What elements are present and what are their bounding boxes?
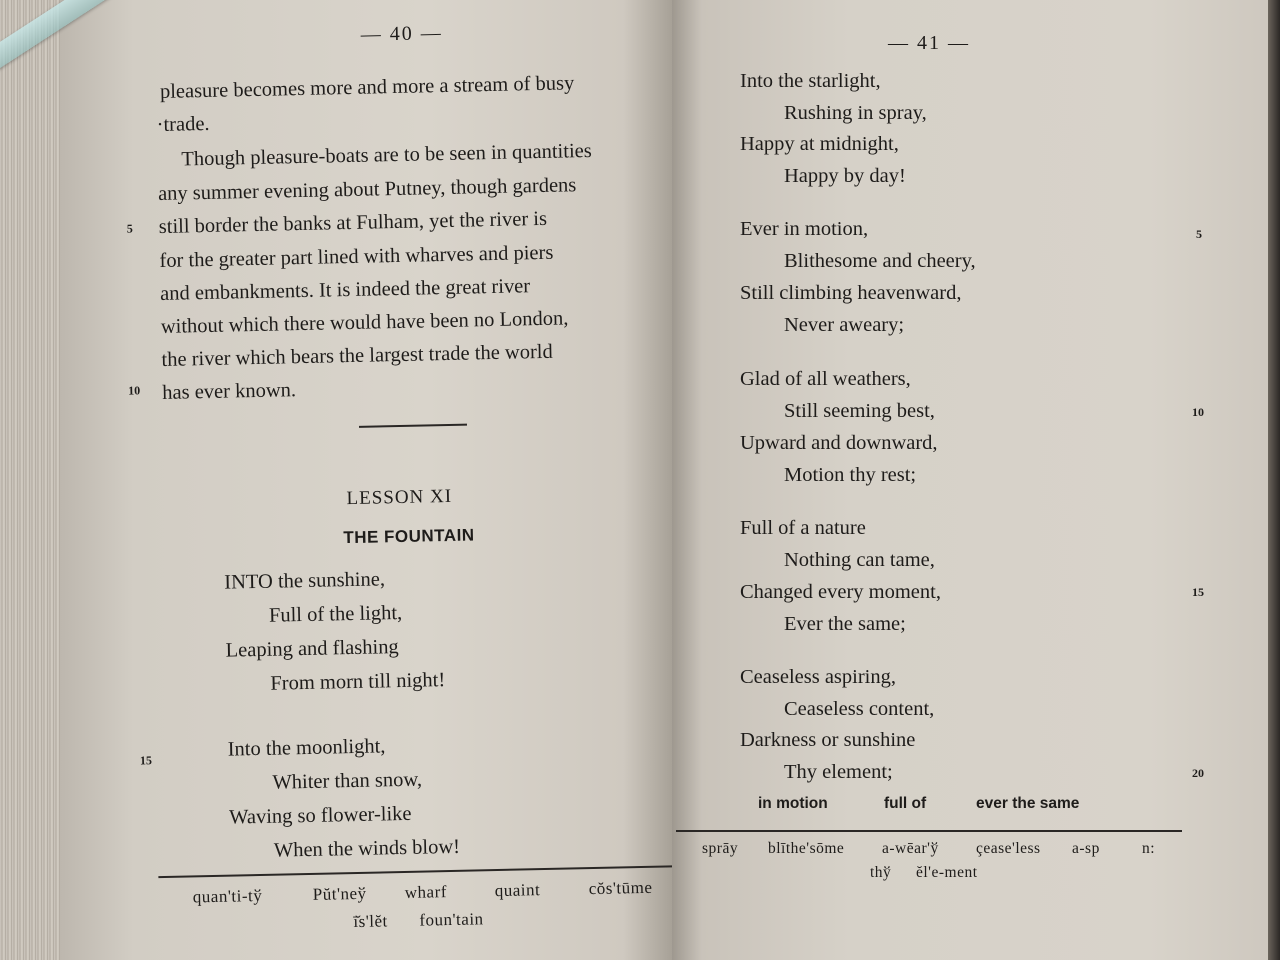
book-cover-edge [1268,0,1280,960]
poem-line: Blithesome and cheery, [784,250,976,272]
poem-line: Motion thy rest; [784,464,917,486]
poem-line: Into the starlight, [740,70,881,92]
line-number: 5 [1196,227,1202,241]
vocab-word: çease'less [976,840,1041,857]
right-page [672,0,1268,960]
poem-line: Rushing in spray, [784,102,927,124]
poem-line: Upward and downward, [740,432,938,454]
poem-line: Darkness or sunshine [740,729,916,751]
poem-line: Thy element; [784,761,893,783]
poem-line: Changed every moment, [740,581,941,603]
vocab-word: quaint [494,880,541,901]
vocab-word: foun'tain [419,909,484,930]
prose-line: has ever known. [162,379,297,404]
prose-line: Though pleasure-boats are to be seen in quantities [181,139,592,171]
poem-line: Ever in motion, [740,218,869,240]
vocab-word: a-sp [1072,840,1100,857]
vocab-word: a-wēar'ў [882,840,939,857]
poem-line: Into the moonlight, [227,735,386,761]
poem-line: Leaping and flashing [225,636,399,662]
page-number-41: — 41 — [888,32,970,54]
section-divider [359,424,467,428]
vocab-word: blīthe'sōme [768,840,845,857]
page-number-40: — 40 — [360,21,444,46]
poem-line: Nothing can tame, [784,549,935,571]
prose-line: without which there would have been no London, [160,307,569,338]
poem-line: From morn till night! [270,669,446,695]
lesson-title: LESSON XI [346,485,453,510]
poem-line: Whiter than snow, [272,768,423,794]
poem-line: When the winds blow! [273,835,461,862]
vocab-word: ĕl'e-ment [916,864,978,881]
poem-line: Ceaseless aspiring, [740,666,896,688]
line-number: 10 [128,383,141,398]
vocab-word: quan'ti-tў [192,885,263,907]
line-number: 15 [139,753,153,768]
line-number: 5 [126,221,133,236]
vocab-word: cŏs'tūme [588,877,653,899]
vocab-word: wharf [404,882,448,902]
prose-line: any summer evening about Putney, though gardens [157,174,577,205]
lesson-subtitle: THE FOUNTAIN [343,525,475,548]
vocab-word: thў [870,864,892,881]
poem-line: Never aweary; [784,314,905,336]
prose-line: ·trade. [156,112,210,137]
poem-line: Full of a nature [740,517,866,539]
vocab-word: ī̆s'lĕt [353,911,388,932]
footer-rule [676,830,1182,832]
poem-line: Waving so flower-like [228,802,412,829]
prose-line: for the greater part lined with wharves and piers [159,241,554,272]
poem-line: Happy by day! [784,165,906,187]
poem-line: Still climbing heavenward, [740,282,962,304]
poem-line: Still seeming best, [784,400,935,422]
poem-line: Ever the same; [784,613,906,635]
vocab-word: n: [1142,840,1156,857]
line-number: 20 [1192,766,1204,780]
prose-line: the river which bears the largest trade the world [161,340,553,371]
poem-line: Happy at midnight, [740,133,899,155]
phrase: ever the same [976,795,1080,812]
phrase: in motion [758,795,828,812]
poem-line: Glad of all weathers, [740,368,911,390]
footer-rule [158,865,678,877]
phrase: full of [884,795,927,812]
line-number: 10 [1192,405,1204,419]
vocab-word: sprāy [702,840,739,857]
prose-line: pleasure becomes more and more a stream of busy [159,72,575,103]
prose-line: still border the banks at Fulham, yet the river is [158,207,548,238]
prose-line: and embankments. It is indeed the great river [159,275,531,305]
poem-line: Full of the light, [268,601,403,627]
left-page [60,0,672,960]
line-number: 15 [1192,585,1204,599]
vocab-word: Pŭt'neў [312,883,367,904]
poem-line: INTO the sunshine, [224,568,386,594]
poem-line: Ceaseless content, [784,698,935,720]
